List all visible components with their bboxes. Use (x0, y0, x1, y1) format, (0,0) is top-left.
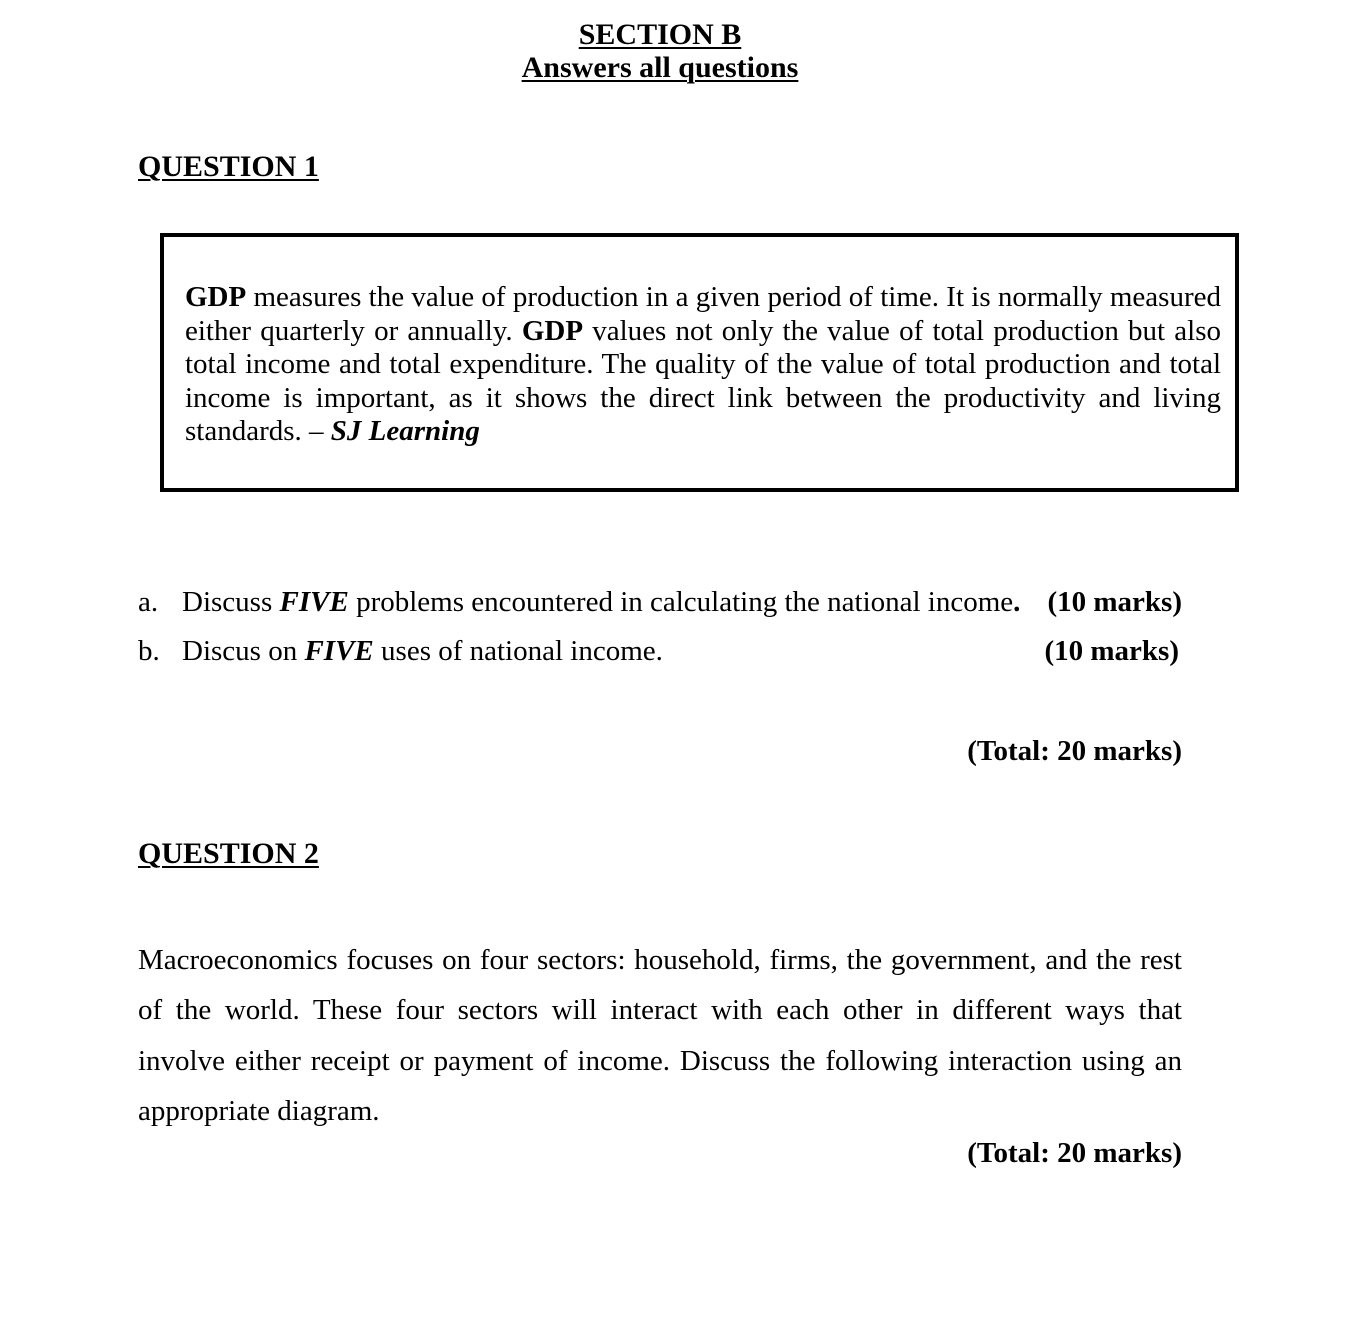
gdp-term: GDP (521, 314, 584, 347)
question-2-total: (Total: 20 marks) (967, 1137, 1182, 1169)
item-marker: a. (138, 586, 159, 618)
emphasis: FIVE (304, 635, 374, 667)
question-2-text: Macroeconomics focuses on four sectors: household, firms, the government, and the rest of the world. These four sectors will interact with each other in different ways that involve either receipt or payment of income. Discuss the following interaction using an appropriate diagram. (138, 944, 1182, 1127)
item-marks: (10 marks) (1047, 586, 1182, 618)
question-1-title: QUESTION 1 (138, 150, 319, 183)
section-subtitle: Answers all questions (521, 51, 799, 84)
section-header (0, 18, 1320, 84)
item-marker: b. (138, 635, 160, 667)
quote-source: SJ Learning (330, 415, 480, 447)
item-text: Discuss FIVE problems encountered in calculating the national income. (182, 586, 1021, 618)
question-2-title: QUESTION 2 (138, 837, 319, 870)
section-title: SECTION B (578, 18, 742, 51)
quote-text-part-2: values not only the value of total production but also total income and total expenditure. The quality of the value of total production and total income is important, as it shows the direct link between the productivity and living standards. – (185, 314, 1221, 447)
quote-text (185, 281, 1221, 449)
item-marks: (10 marks) (1044, 635, 1179, 667)
gdp-term: GDP (185, 281, 247, 313)
question-1-total: (Total: 20 marks) (967, 735, 1182, 767)
quote-box (160, 233, 1239, 492)
emphasis: FIVE (279, 586, 349, 618)
item-text: Discus on FIVE uses of national income. (182, 635, 663, 667)
quote-text-part-1: measures the value of production in a given period of time. It is normally measured either quarterly or annually. (185, 281, 1221, 347)
